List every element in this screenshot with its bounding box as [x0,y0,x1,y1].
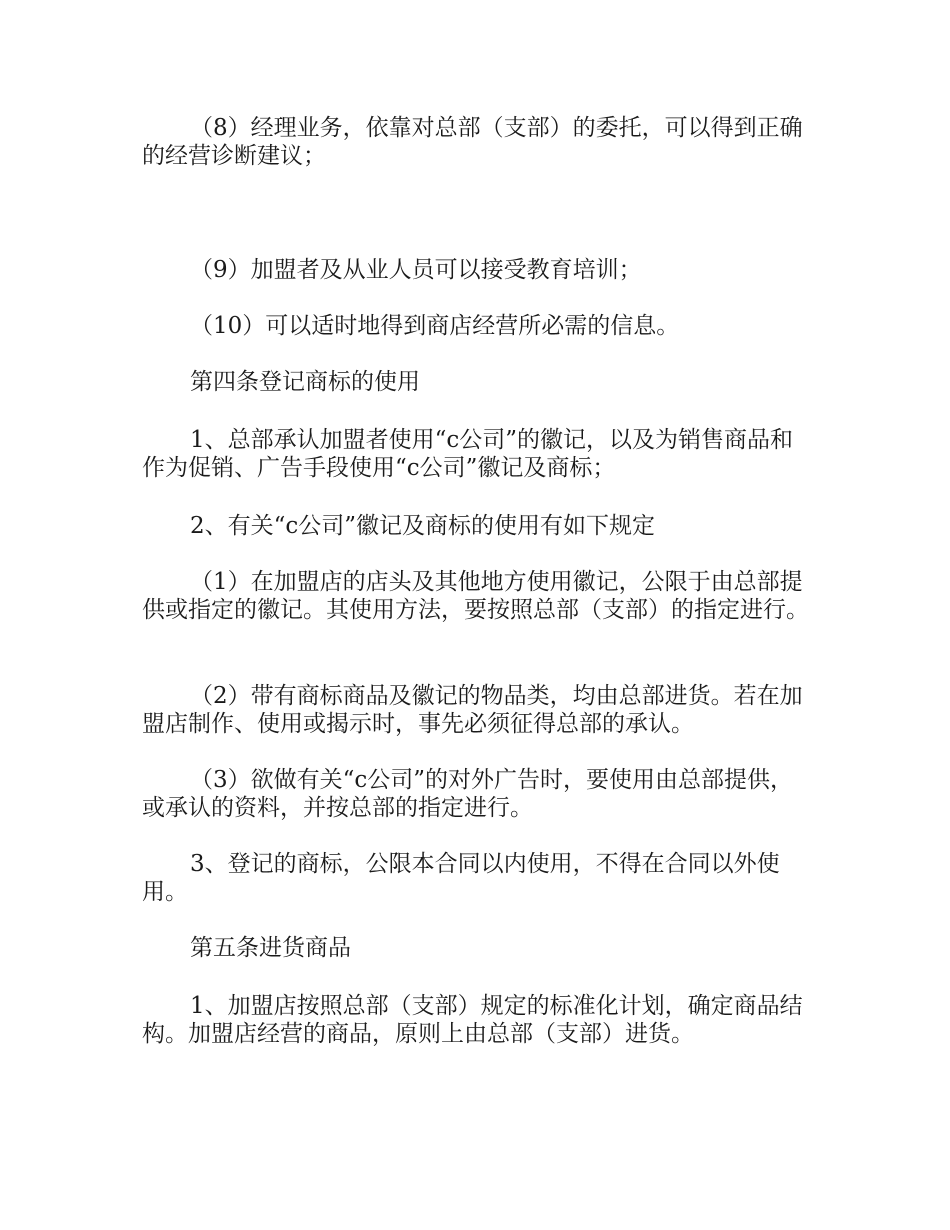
paragraph-item-9: （9）加盟者及从业人员可以接受教育培训； [190,257,642,283]
article-5-heading: 第五条进货商品 [190,935,351,961]
paragraph-clause-2: 2、有关“c公司”徽记及商标的使用有如下规定 [190,513,656,539]
paragraph-article-5-clause-1: 1、加盟店按照总部（支部）规定的标准化计划，确定商品结构。加盟店经营的商品，原则上由总部（支部）进货。 [142,993,803,1047]
article-4-heading: 第四条登记商标的使用 [190,369,420,395]
paragraph-subitem-1: （1）在加盟店的店头及其他地方使用徽记，公限于由总部提供或指定的徽记。其使用方法，要按照总部（支部）的指定进行。 [142,569,809,623]
paragraph-clause-1: 1、总部承认加盟者使用“c公司”的徽记，以及为销售商品和作为促销、广告手段使用“c公司”徽记及商标； [142,427,794,481]
paragraph-clause-3: 3、登记的商标，公限本合同以内使用，不得在合同以外使用。 [142,851,780,905]
paragraph-subitem-3: （3）欲做有关“c公司”的对外广告时，要使用由总部提供，或承认的资料，并按总部的指定进行。 [142,767,794,821]
paragraph-subitem-2: （2）带有商标商品及徽记的物品类，均由总部进货。若在加盟店制作、使用或揭示时，事先必须征得总部的承认。 [142,683,803,737]
paragraph-item-8: （8）经理业务，依靠对总部（支部）的委托，可以得到正确的经营诊断建议； [142,115,803,169]
paragraph-item-10: （10）可以适时地得到商店经营所必需的信息。 [190,313,680,339]
